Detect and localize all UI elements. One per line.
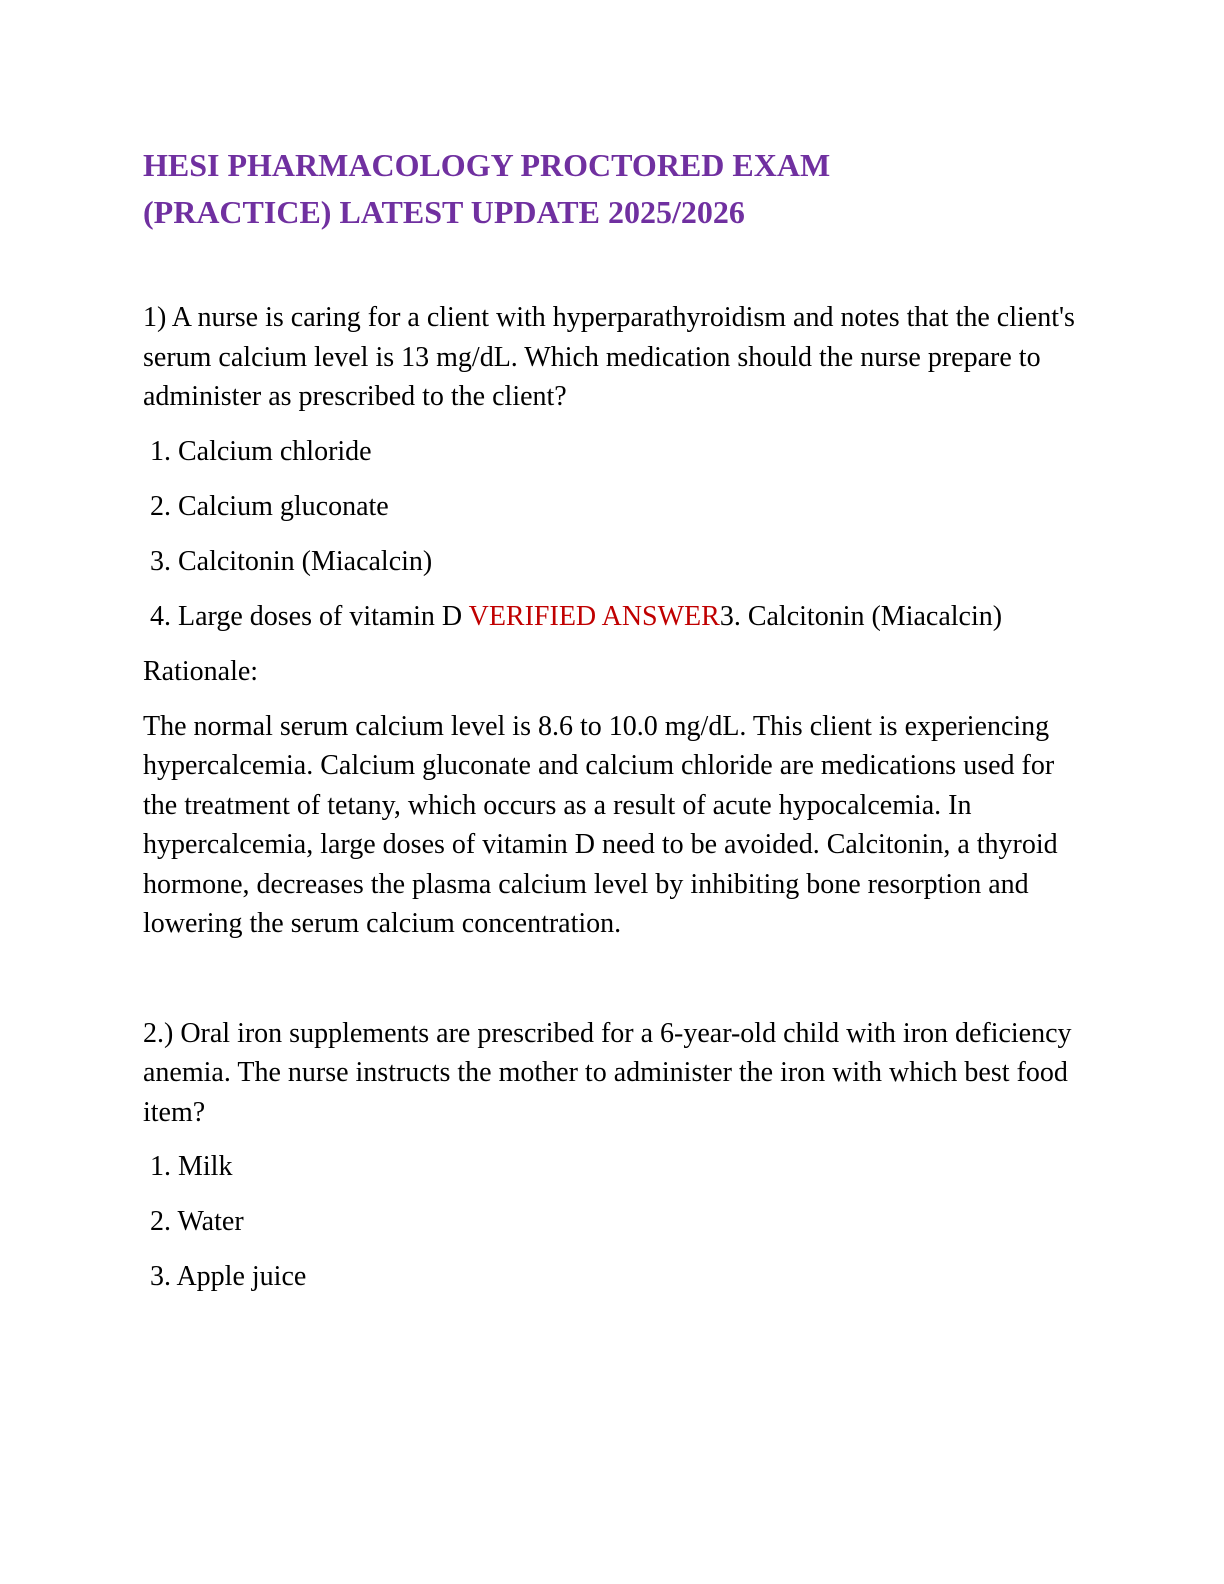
- title-line-2: (PRACTICE) LATEST UPDATE 2025/2026: [143, 194, 745, 230]
- question-2-option-2: 2. Water: [150, 1206, 244, 1237]
- question-2-option-1: 1. Milk: [150, 1151, 233, 1182]
- question-1-option-2: 2. Calcium gluconate: [150, 490, 389, 522]
- question-1-answer: 3. Calcitonin (Miacalcin): [719, 600, 1003, 632]
- question-1-option-4-with-answer: [143, 597, 1083, 637]
- title-line-1: HESI PHARMACOLOGY PROCTORED EXAM: [143, 147, 831, 183]
- verified-answer-label: VERIFIED ANSWER: [468, 600, 720, 632]
- document-page: [143, 142, 1083, 1297]
- question-2: [143, 1014, 1083, 1297]
- rationale-text: The normal serum calcium level is 8.6 to 10.0 mg/dL. This client is experiencing hypercalcemia. Calcium gluconate and calcium chloride are medications used for the treatment of tetany, which occurs as a result of acute hypocalcemia. In hypercalcemia, large doses of vitamin D need to be avoided. Calcitonin, a thyroid hormone, decreases the plasma calcium level by inhibiting bone resorption and lowering the serum calcium concentration.: [143, 710, 1058, 939]
- question-1-option-3: 3. Calcitonin (Miacalcin): [150, 545, 433, 577]
- question-1-option-4: 4. Large doses of vitamin D: [150, 600, 463, 632]
- question-1-stem: 1) A nurse is caring for a client with hyperparathyroidism and notes that the client's serum calcium level is 13 mg/dL. Which medication should the nurse prepare to administer as prescribed to the client?: [143, 302, 1075, 412]
- document-title: [143, 142, 1083, 236]
- rationale-label: Rationale:: [143, 655, 259, 687]
- question-1: [143, 298, 1083, 944]
- question-2-stem: 2.) Oral iron supplements are prescribed for a 6-year-old child with iron deficiency anemia. The nurse instructs the mother to administer the iron with which best food item?: [143, 1017, 1072, 1128]
- question-2-option-3: 3. Apple juice: [150, 1261, 307, 1292]
- question-1-option-1: 1. Calcium chloride: [150, 435, 372, 467]
